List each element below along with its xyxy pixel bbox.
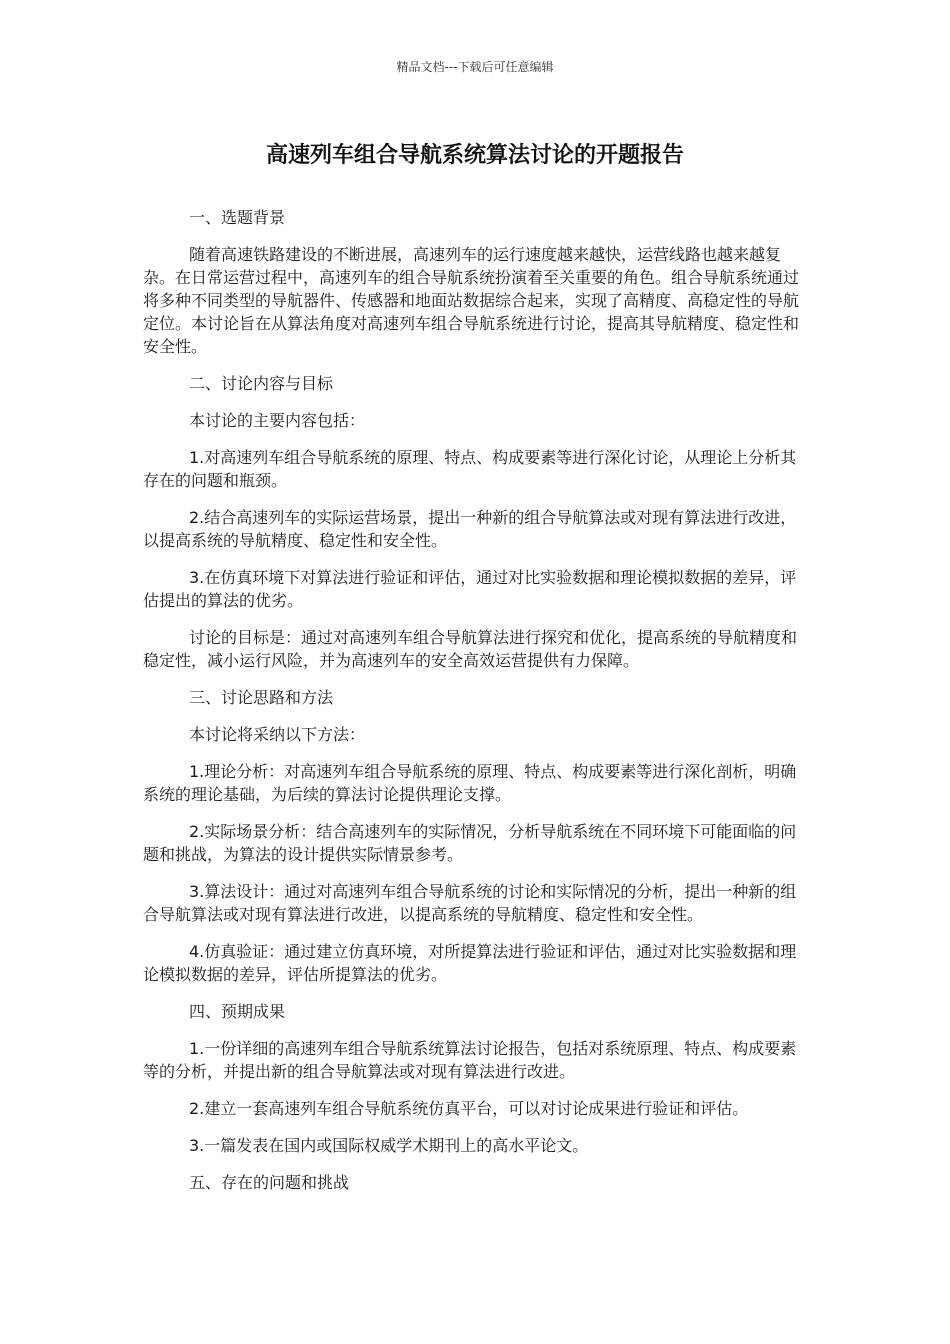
list-item-outcome-1: 1.一份详细的高速列车组合导航系统算法讨论报告，包括对系统原理、特点、构成要素等的分析，并提出新的组合导航算法或对现有算法进行改进。 [143, 1039, 797, 1081]
document-body [143, 206, 811, 1208]
list-item-outcome-2: 2.建立一套高速列车组合导航系统仿真平台，可以对讨论成果进行验证和评估。 [189, 1099, 749, 1118]
list-item-content-3: 3.在仿真环境下对算法进行验证和评估，通过对比实验数据和理论模拟数据的差异，评估提出的算法的优劣。 [143, 568, 797, 610]
section-heading-methods: 三、讨论思路和方法 [189, 688, 334, 707]
page-header: 精品文档---下载后可任意编辑 [396, 60, 554, 74]
list-item-method-4: 4.仿真验证：通过建立仿真环境，对所提算法进行验证和评估，通过对比实验数据和理论模拟数据的差异，评估所提算法的优劣。 [143, 942, 797, 984]
section-heading-content-goals: 二、讨论内容与目标 [189, 374, 334, 393]
paragraph-goals: 讨论的目标是：通过对高速列车组合导航算法进行探究和优化，提高系统的导航精度和稳定性，减小运行风险，并为高速列车的安全高效运营提供有力保障。 [143, 628, 798, 670]
document-title: 高速列车组合导航系统算法讨论的开题报告 [265, 143, 684, 168]
list-item-method-1: 1.理论分析：对高速列车组合导航系统的原理、特点、构成要素等进行深化剖析，明确系统的理论基础，为后续的算法讨论提供理论支撑。 [143, 762, 797, 804]
section-heading-background: 一、选题背景 [189, 208, 286, 227]
paragraph-background: 随着高速铁路建设的不断进展，高速列车的运行速度越来越快，运营线路也越来越复杂。在日常运营过程中，高速列车的组合导航系统扮演着至关重要的角色。组合导航系统通过将多种不同类型的导航器件、传感器和地面站数据综合起来，实现了高精度、高稳定性的导航定位。本讨论旨在从算法角度对高速列车组合导航系统进行讨论，提高其导航精度、稳定性和安全性。 [143, 245, 800, 356]
list-item-outcome-3: 3.一篇发表在国内或国际权威学术期刊上的高水平论文。 [189, 1136, 589, 1155]
list-item-content-1: 1.对高速列车组合导航系统的原理、特点、构成要素等进行深化讨论，从理论上分析其存在的问题和瓶颈。 [143, 448, 797, 490]
section-heading-challenges: 五、存在的问题和挑战 [189, 1173, 350, 1192]
paragraph-methods-intro: 本讨论将采纳以下方法： [189, 725, 366, 744]
list-item-content-2: 2.结合高速列车的实际运营场景，提出一种新的组合导航算法或对现有算法进行改进，以提高系统的导航精度、稳定性和安全性。 [143, 508, 797, 550]
list-item-method-3: 3.算法设计：通过对高速列车组合导航系统的讨论和实际情况的分析，提出一种新的组合导航算法或对现有算法进行改进，以提高系统的导航精度、稳定性和安全性。 [143, 882, 797, 924]
paragraph-content-intro: 本讨论的主要内容包括： [189, 411, 366, 430]
list-item-method-2: 2.实际场景分析：结合高速列车的实际情况，分析导航系统在不同环境下可能面临的问题和挑战，为算法的设计提供实际情景参考。 [143, 822, 797, 864]
section-heading-outcomes: 四、预期成果 [189, 1002, 286, 1021]
